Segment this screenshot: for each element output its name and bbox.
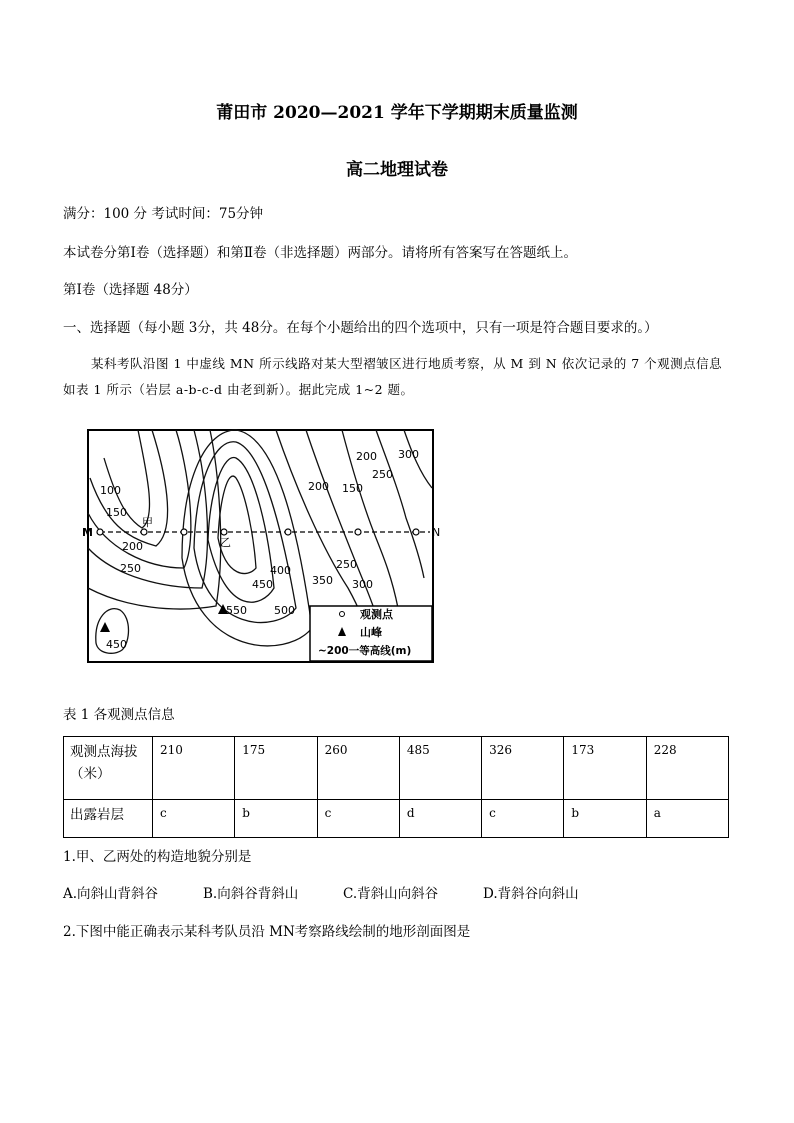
contour-label: 300 (352, 578, 373, 591)
question-2: 2.下图中能正确表示某科考队员沿 MN考察路线绘制的地形剖面图是 (63, 924, 471, 940)
q1-option-d[interactable]: D.背斜谷向斜山 (483, 886, 579, 902)
contour-label: 550 (226, 604, 247, 617)
table-cell: a (646, 800, 728, 838)
contour-label: 200 (308, 480, 329, 493)
table-header-elevation: 观测点海拔（米） (64, 737, 153, 800)
observation-point (221, 529, 227, 535)
label-jia: 甲 (142, 516, 153, 529)
label-m: M (82, 526, 93, 539)
table-cell: 210 (153, 737, 235, 800)
contour-label: 500 (274, 604, 295, 617)
contour-label: 200 (356, 450, 377, 463)
label-yi: 乙 (220, 536, 231, 549)
contour-label: 200 (122, 540, 143, 553)
table-cell: b (235, 800, 317, 838)
table-row (64, 800, 729, 838)
table-cell: 228 (646, 737, 728, 800)
contour-label: 450 (106, 638, 127, 651)
exam-title: 莆田市 2020—2021 学年下学期期末质量监测 (216, 103, 578, 123)
passage-line-2: 如表 1 所示（岩层 a-b-c-d 由老到新）。据此完成 1~2 题。 (63, 382, 414, 397)
part-one-heading: 第Ⅰ卷（选择题 48分） (63, 282, 198, 298)
observation-point (413, 529, 419, 535)
q1-option-a[interactable]: A.向斜山背斜谷 (63, 886, 159, 902)
contour-label: 100 (100, 484, 121, 497)
table-cell: 485 (399, 737, 481, 800)
observation-point (97, 529, 103, 535)
legend-peak-label: 山峰 (360, 626, 382, 639)
table-cell: 175 (235, 737, 317, 800)
contour-label: 150 (106, 506, 127, 519)
table-cell: d (399, 800, 481, 838)
section-one-heading: 一、选择题（每小题 3分，共 48分。在每个小题给出的四个选项中，只有一项是符合题目要求的。） (63, 320, 658, 336)
contour-label: 450 (252, 578, 273, 591)
question-1: 1.甲、乙两处的构造地貌分别是 (63, 849, 252, 865)
table-header-layer: 出露岩层 (64, 800, 153, 838)
table-cell: c (482, 800, 564, 838)
contour-label: 350 (312, 574, 333, 587)
contour-label: 400 (270, 564, 291, 577)
table-cell: 326 (482, 737, 564, 800)
table-cell: c (153, 800, 235, 838)
legend-point-label: 观测点 (360, 608, 393, 621)
passage-line-1: 某科考队沿图 1 中虚线 MN 所示线路对某大型褶皱区进行地质考察，从 M 到 N 依次记录的 7 个观测点信息 (91, 356, 723, 371)
observation-point (355, 529, 361, 535)
q1-option-b[interactable]: B.向斜谷背斜山 (203, 886, 299, 902)
contour-label: 250 (372, 468, 393, 481)
contour-label: 250 (120, 562, 141, 575)
contour-label: 150 (342, 482, 363, 495)
observation-point (285, 529, 291, 535)
observation-point (141, 529, 147, 535)
table-row (64, 737, 729, 800)
label-n: N (432, 526, 441, 539)
table-cell: c (317, 800, 399, 838)
observation-table (63, 736, 729, 838)
observation-point (181, 529, 187, 535)
table-cell: 260 (317, 737, 399, 800)
table-cell: 173 (564, 737, 646, 800)
legend-point-icon (340, 612, 345, 617)
table-cell: b (564, 800, 646, 838)
instructions: 本试卷分第Ⅰ卷（选择题）和第Ⅱ卷（非选择题）两部分。请将所有答案写在答题纸上。 (63, 245, 578, 261)
contour-label: 300 (398, 448, 419, 461)
legend-contour-label: ~200一等高线(m) (318, 645, 412, 657)
contour-map (82, 428, 441, 668)
exam-subtitle: 高二地理试卷 (346, 160, 448, 180)
contour-label: 250 (336, 558, 357, 571)
table-caption: 表 1 各观测点信息 (63, 707, 175, 723)
q1-option-c[interactable]: C.背斜山向斜谷 (343, 886, 439, 902)
score-time: 满分：100 分 考试时间：75分钟 (63, 206, 264, 222)
